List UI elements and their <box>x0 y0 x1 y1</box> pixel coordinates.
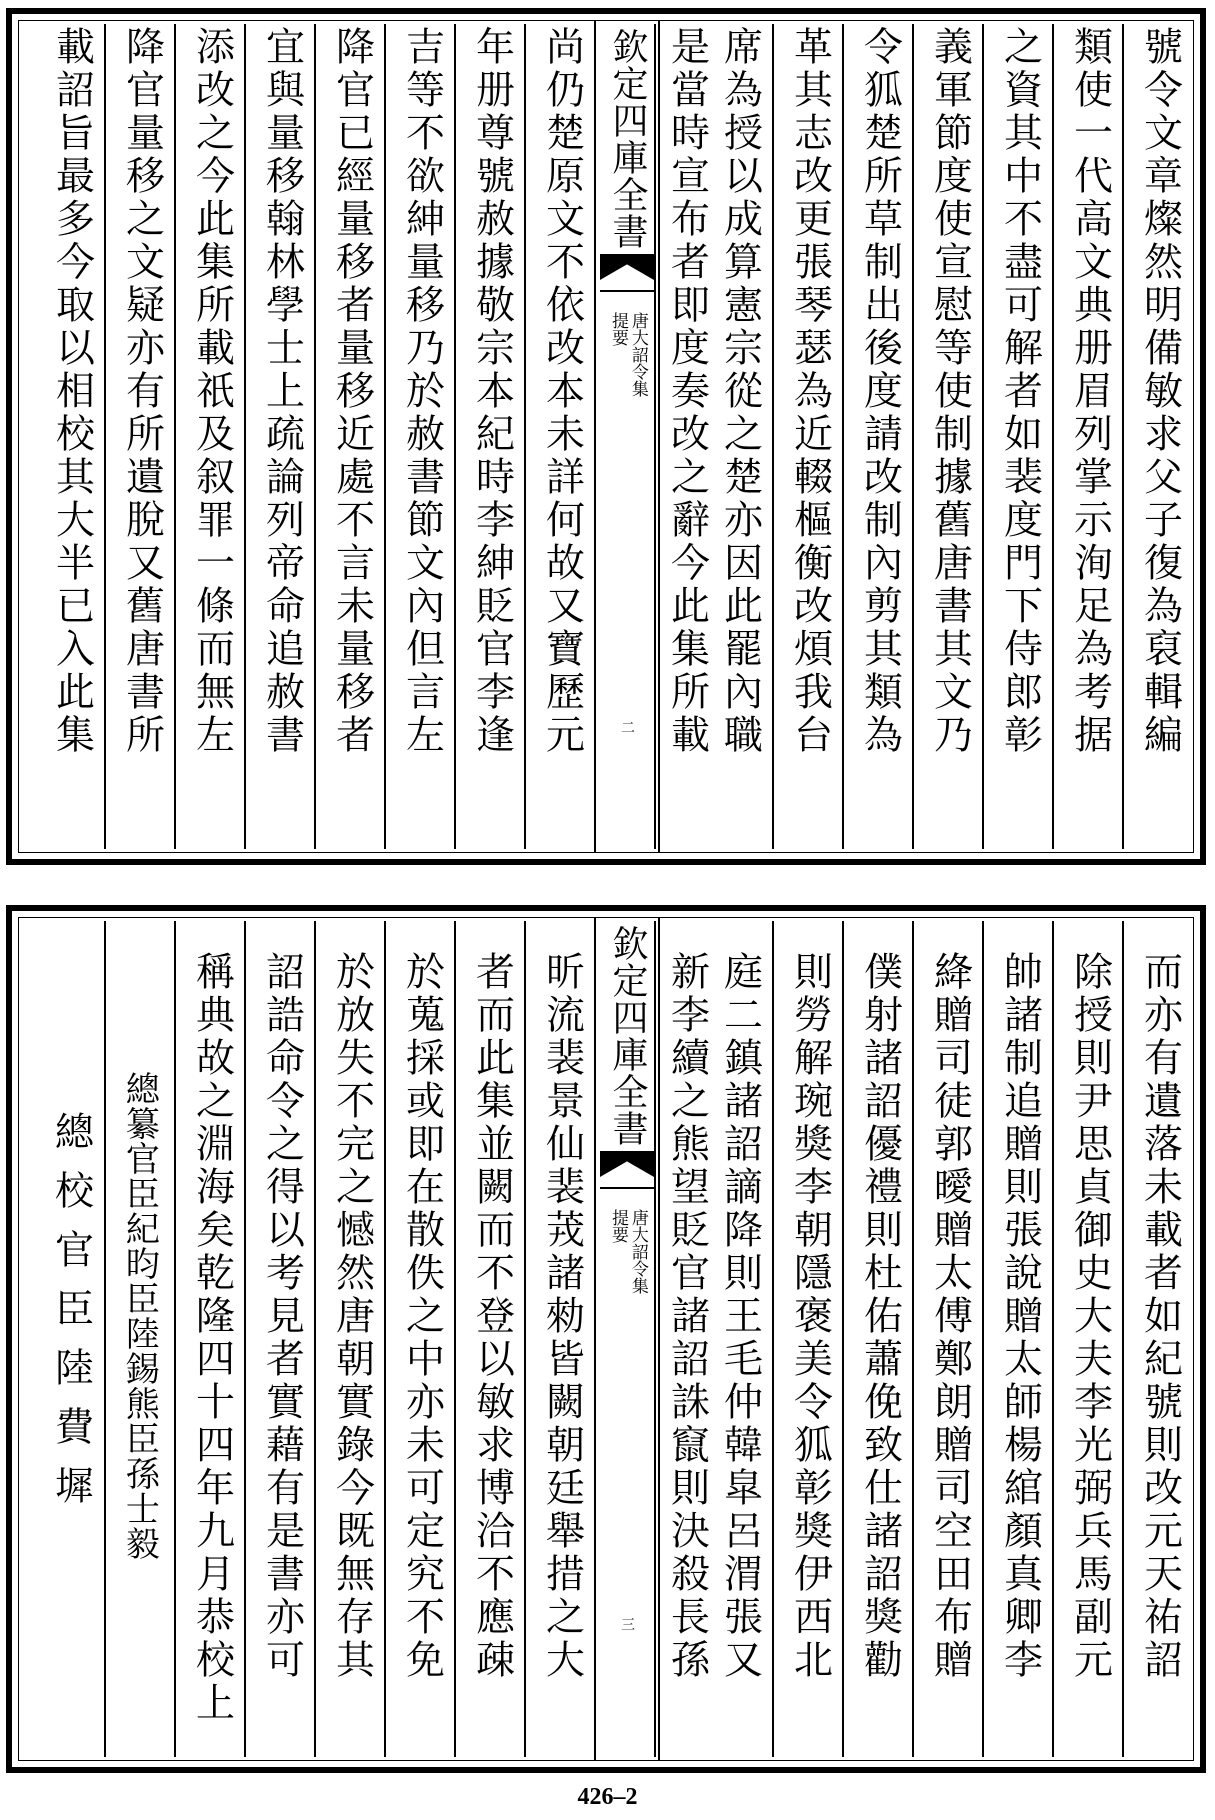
text-column <box>392 951 452 1755</box>
subtitle-line: 提要 <box>608 312 628 346</box>
column-text: 宜與量移翰林學士上疏論列帝命追赦書 <box>259 26 305 757</box>
column-rule <box>174 921 176 1757</box>
fishtail-rule <box>600 1187 654 1189</box>
column-rule <box>842 921 844 1757</box>
column-text: 年册尊號赦據敬宗本紀時李紳貶官李逢 <box>469 26 515 757</box>
fishtail-mark <box>600 1151 654 1177</box>
column-text: 號令文章燦然明備敏求父子復為裒輯編 <box>1137 26 1183 757</box>
column-text: 之資其中不盡可解者如裴度門下侍郎彰 <box>997 26 1043 757</box>
book-title: 欽定四庫全書 <box>607 925 648 1147</box>
column-text: 稱典故之淵海矣乾隆四十四年九月恭校上 <box>189 951 235 1725</box>
column-rule <box>982 24 984 849</box>
subtitle-line: 唐大詔令集 <box>627 312 648 397</box>
column-rule <box>384 24 386 849</box>
column-rule <box>454 921 456 1757</box>
column-rule <box>104 24 106 849</box>
fishtail-rule <box>600 290 654 292</box>
text-column <box>1130 951 1190 1755</box>
column-text: 吉等不欲紳量移乃於赦書節文內但言左 <box>399 26 445 757</box>
column-text: 席為授以成算憲宗從之楚亦因此罷內職 <box>717 26 763 757</box>
subtitle-line: 唐大詔令集 <box>627 1209 648 1294</box>
text-column <box>252 951 312 1755</box>
text-column <box>990 951 1050 1755</box>
column-rule <box>654 921 656 1757</box>
text-column <box>710 26 770 847</box>
column-text: 於放失不完之憾然唐朝實錄今既無存其 <box>329 951 375 1682</box>
column-text: 是當時宣布者即度奏改之辭今此集所載 <box>664 26 710 757</box>
column-text: 帥諸制追贈則張說贈太師楊綰顏真卿李 <box>997 951 1043 1682</box>
text-column <box>322 26 382 847</box>
book-title: 欽定四庫全書 <box>607 28 648 250</box>
column-text: 於蒐採或即在散佚之中亦未可定究不免 <box>399 951 445 1682</box>
column-text: 降官量移之文疑亦有所遺脫又舊唐書所 <box>119 26 165 757</box>
column-rule <box>454 24 456 849</box>
text-column <box>392 26 452 847</box>
column-text: 僕射諸詔優禮則杜佑蕭俛致仕諸詔獎勸 <box>857 951 903 1682</box>
column-rule <box>1122 24 1124 849</box>
text-column <box>850 951 910 1755</box>
text-column <box>990 26 1050 847</box>
column-rule <box>982 921 984 1757</box>
column-rule <box>104 921 106 1757</box>
column-text: 則勞解琬獎李朝隱褒美令狐彰獎伊西北 <box>787 951 833 1682</box>
page-panel-bottom <box>6 905 1206 1773</box>
text-column <box>182 951 242 1755</box>
column-text: 降官已經量移者量移近處不言未量移者 <box>329 26 375 757</box>
column-rule <box>314 921 316 1757</box>
column-rule <box>1052 921 1054 1757</box>
text-column <box>780 26 840 847</box>
column-rule <box>244 921 246 1757</box>
column-rule <box>842 24 844 849</box>
credit-text: 總纂官臣紀昀臣陸錫熊臣孫士毅 <box>119 1071 160 1561</box>
column-rule <box>384 921 386 1757</box>
column-rule <box>772 24 774 849</box>
column-text: 昕流裴景仙裴茙諸勑皆闕朝廷舉措之大 <box>539 951 585 1682</box>
column-text: 庭二鎮諸詔謫降則王毛仲韓皐呂渭張又 <box>717 951 763 1682</box>
column-rule <box>1122 921 1124 1757</box>
text-column <box>322 951 382 1755</box>
column-text: 而亦有遺落未載者如紀號則改元天祐詔 <box>1137 951 1183 1682</box>
column-text: 除授則尹思貞御史大夫李光弼兵馬副元 <box>1067 951 1113 1682</box>
compilers-credit <box>108 1071 170 1755</box>
page-number: 二 <box>619 720 635 734</box>
text-column <box>920 26 980 847</box>
column-rule <box>524 921 526 1757</box>
column-rule <box>912 24 914 849</box>
column-rule <box>654 24 656 849</box>
column-text: 絳贈司徒郭曖贈太傅鄭朗贈司空田布贈 <box>927 951 973 1682</box>
page-panel-top <box>6 8 1206 865</box>
text-column <box>780 951 840 1755</box>
fishtail-mark <box>600 254 654 280</box>
center-fold-column <box>594 20 660 853</box>
text-column <box>657 26 717 847</box>
text-column <box>657 951 717 1755</box>
text-column <box>1060 951 1120 1755</box>
text-column <box>462 951 522 1755</box>
column-text: 者而此集並闕而不登以敏求博洽不應疎 <box>469 951 515 1682</box>
text-column <box>1060 26 1120 847</box>
column-text: 載詔旨最多今取以相校其大半已入此集 <box>49 26 95 757</box>
column-rule <box>314 24 316 849</box>
center-fold-column <box>594 917 660 1761</box>
column-text: 令狐楚所草制出後度請改制內剪其類為 <box>857 26 903 757</box>
page-number: 三 <box>619 1617 635 1631</box>
column-text: 類使一代高文典册眉列掌示洵足為考据 <box>1067 26 1113 757</box>
text-column <box>850 26 910 847</box>
text-column <box>532 951 592 1755</box>
section-subtitle <box>608 1209 646 1294</box>
text-column <box>710 951 770 1755</box>
column-text: 添改之今此集所載祇及叙罪一條而無左 <box>189 26 235 757</box>
section-subtitle <box>608 312 646 397</box>
column-rule <box>912 921 914 1757</box>
text-column <box>920 951 980 1755</box>
column-text: 革其志改更張琴瑟為近輟樞衡改煩我台 <box>787 26 833 757</box>
text-column <box>462 26 522 847</box>
text-column <box>1130 26 1190 847</box>
collator-credit <box>40 1111 102 1755</box>
text-column <box>42 26 102 847</box>
column-text: 義軍節度使宣慰等使制據舊唐書其文乃 <box>927 26 973 757</box>
column-text: 新李續之熊望貶官諸詔誅竄則決殺長孫 <box>664 951 710 1682</box>
credit-text: 總校官臣陸費墀 <box>48 1111 94 1524</box>
subtitle-line: 提要 <box>608 1209 628 1243</box>
text-column <box>112 26 172 847</box>
column-rule <box>524 24 526 849</box>
column-rule <box>1052 24 1054 849</box>
column-rule <box>244 24 246 849</box>
column-rule <box>174 24 176 849</box>
column-rule <box>772 921 774 1757</box>
text-column <box>532 26 592 847</box>
column-text: 詔誥命令之得以考見者實藉有是書亦可 <box>259 951 305 1682</box>
column-text: 尚仍楚原文不依改本未詳何故又寶歷元 <box>539 26 585 757</box>
text-column <box>252 26 312 847</box>
folio-number: 426–2 <box>577 1784 638 1810</box>
text-column <box>182 26 242 847</box>
